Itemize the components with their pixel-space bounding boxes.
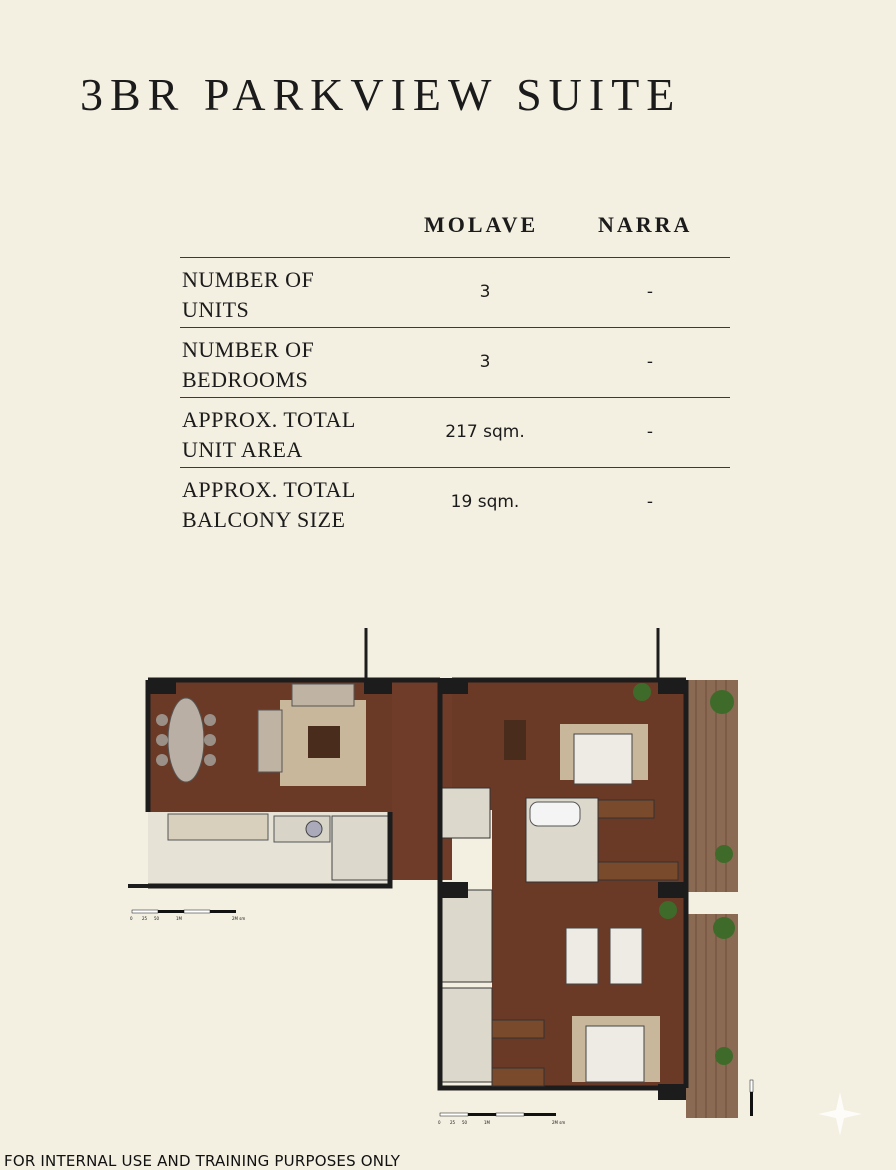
plant xyxy=(713,917,735,939)
row-label xyxy=(182,265,402,325)
narra-value: - xyxy=(646,282,654,302)
double-bed xyxy=(586,1026,644,1082)
desk xyxy=(504,720,526,760)
floor-plan-image xyxy=(128,628,768,1128)
row-label-line1: NUMBER OF xyxy=(182,337,315,362)
molave-value: 3 xyxy=(479,282,491,302)
plant xyxy=(633,683,651,701)
narra-value: - xyxy=(646,352,654,372)
molave-value: 3 xyxy=(479,352,491,372)
scale-bar-bottom xyxy=(440,1113,556,1116)
row-label-line1: APPROX. TOTAL xyxy=(182,407,356,432)
scale-label: 2M sm xyxy=(232,916,246,921)
spec-table-header xyxy=(180,212,730,257)
row-label-line2: BALCONY SIZE xyxy=(182,507,346,532)
sofa xyxy=(292,684,354,706)
plant xyxy=(715,1047,733,1065)
column-header-narra: NARRA xyxy=(598,212,693,237)
narra-value: - xyxy=(646,492,654,512)
row-label-line2: UNIT AREA xyxy=(182,437,303,462)
closet xyxy=(492,1068,544,1086)
scale-label: 1M xyxy=(176,916,182,921)
footer-disclaimer: FOR INTERNAL USE AND TRAINING PURPOSES ONLY xyxy=(4,1152,401,1170)
scale-label: 50 xyxy=(462,1120,468,1125)
molave-value: 19 sqm. xyxy=(450,492,520,512)
plant xyxy=(715,845,733,863)
row-label-line1: APPROX. TOTAL xyxy=(182,477,356,502)
single-bed xyxy=(566,928,598,984)
column xyxy=(658,1084,686,1100)
closet xyxy=(492,1020,544,1038)
page-title: 3BR PARKVIEW SUITE xyxy=(80,69,682,120)
row-label-line2: UNITS xyxy=(182,297,250,322)
plant xyxy=(659,901,677,919)
scale-label: 0 xyxy=(130,916,133,921)
column xyxy=(148,678,176,694)
spec-row-bedrooms xyxy=(180,327,730,397)
scale-label: 25 xyxy=(450,1120,456,1125)
scale-label: 1M xyxy=(484,1120,490,1125)
utility-bath xyxy=(332,816,390,880)
column xyxy=(658,678,686,694)
lower-bath-1 xyxy=(442,890,492,982)
column xyxy=(440,882,468,898)
washer xyxy=(306,821,322,837)
scale-label: 2M sm xyxy=(552,1120,566,1125)
single-bed xyxy=(610,928,642,984)
bathtub xyxy=(530,802,580,826)
kitchen-counter xyxy=(168,814,268,840)
north-arrow xyxy=(750,1080,753,1116)
corridor-floor xyxy=(392,680,452,880)
master-bed xyxy=(574,734,632,784)
scale-bar-top xyxy=(132,910,236,913)
column xyxy=(440,678,468,694)
sparkle-watermark-icon xyxy=(818,1092,862,1136)
scale-label: 25 xyxy=(142,916,148,921)
column xyxy=(364,678,392,694)
column-header-molave: MOLAVE xyxy=(424,212,539,237)
spec-row-unit-area xyxy=(180,397,730,467)
powder-room xyxy=(442,788,490,838)
molave-value: 217 sqm. xyxy=(445,422,525,442)
closet xyxy=(598,862,678,880)
row-label xyxy=(182,405,402,465)
closet xyxy=(598,800,654,818)
lower-bath-2 xyxy=(442,988,492,1082)
dining-table xyxy=(168,698,204,782)
spec-row-units xyxy=(180,257,730,327)
row-label xyxy=(182,475,402,535)
balcony-lower xyxy=(686,914,738,1118)
column xyxy=(658,882,686,898)
coffee-table xyxy=(308,726,340,758)
row-label xyxy=(182,335,402,395)
spec-table xyxy=(180,212,730,537)
spec-row-balcony-size xyxy=(180,467,730,537)
scale-label: 50 xyxy=(154,916,160,921)
narra-value: - xyxy=(646,422,654,442)
sofa xyxy=(258,710,282,772)
scale-label: 0 xyxy=(438,1120,441,1125)
plant xyxy=(710,690,734,714)
row-label-line2: BEDROOMS xyxy=(182,367,309,392)
row-label-line1: NUMBER OF xyxy=(182,267,315,292)
